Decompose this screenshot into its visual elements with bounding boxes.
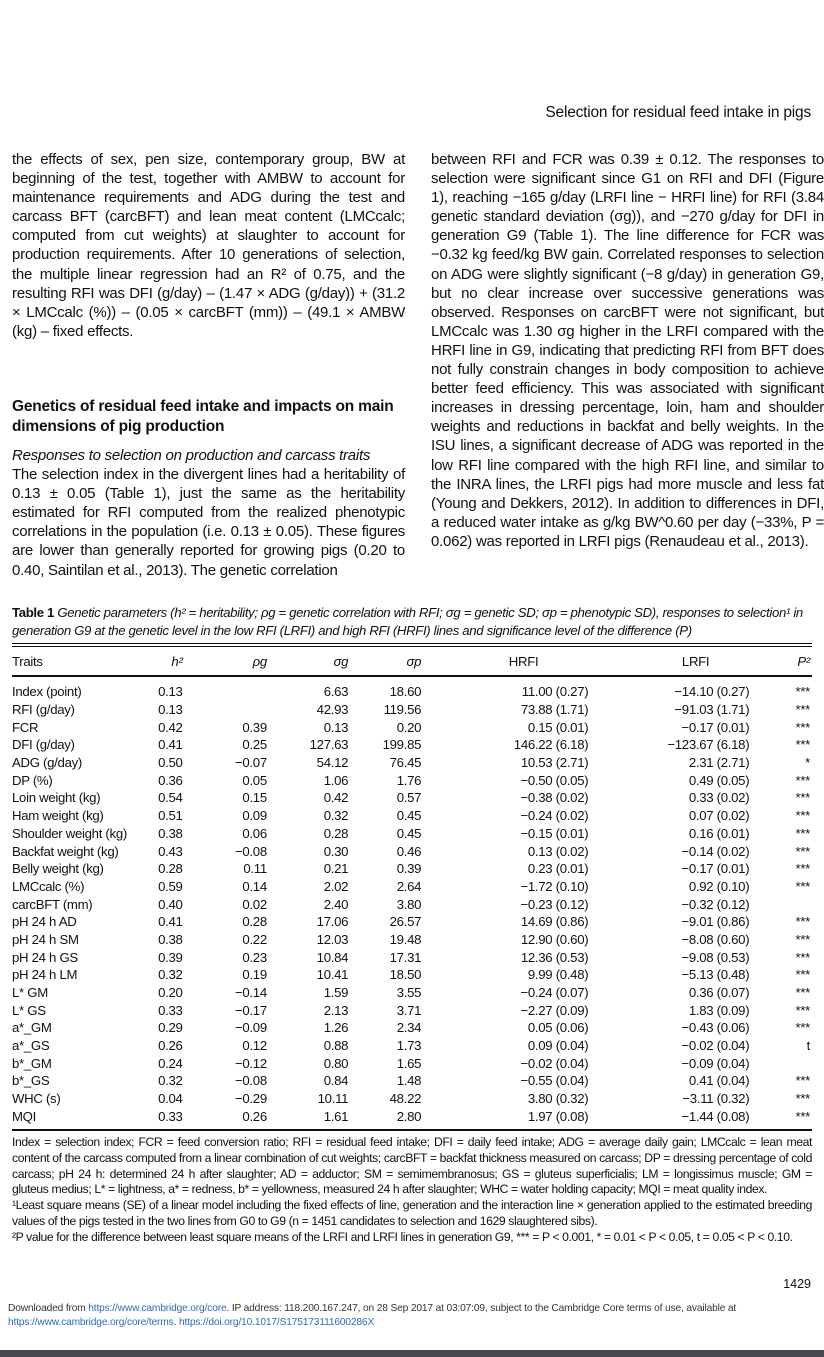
cell-lrfi: 0.07 (0.02)	[688, 808, 750, 824]
header-h2: h²	[171, 653, 183, 669]
cell-p	[749, 895, 812, 913]
header-traits: Traits	[12, 653, 43, 669]
cell-rho-g: 0.23	[242, 949, 267, 965]
table-header-row	[12, 647, 812, 676]
cell-lrfi: −0.17 (0.01)	[681, 719, 750, 735]
cell-hrfi: 0.13 (0.02)	[527, 843, 589, 859]
cell-trait: pH 24 h LM	[12, 967, 78, 983]
cell-hrfi: 11.00 (0.27)	[521, 684, 589, 700]
download-prefix: Downloaded from	[8, 1303, 89, 1314]
cell-p: ***	[795, 843, 810, 859]
cell-trait: DFI (g/day)	[12, 737, 75, 753]
cell-sigma-p: 48.22	[389, 1091, 422, 1107]
cell-lrfi: −0.17 (0.01)	[681, 861, 750, 877]
cell-hrfi: −0.15 (0.01)	[520, 825, 589, 841]
header-hrfi: HRFI	[508, 653, 539, 669]
table-row	[12, 1090, 812, 1108]
cell-lrfi: −0.02 (0.04)	[681, 1038, 750, 1054]
cell-p	[749, 1054, 812, 1072]
cell-rho-g: 0.02	[242, 896, 267, 912]
cell-p: ***	[795, 1002, 810, 1018]
header-lrfi: LRFI	[681, 653, 710, 669]
cell-sigma-p: 1.76	[396, 772, 422, 788]
cell-hrfi: −2.27 (0.09)	[520, 1002, 589, 1018]
table-row	[12, 1054, 812, 1072]
cell-hrfi: −0.23 (0.12)	[520, 896, 589, 912]
table-row	[12, 984, 812, 1002]
section-heading: Genetics of residual feed intake and impacts on main dimensions of pig production	[12, 397, 394, 435]
cell-sigma-p: 1.48	[396, 1073, 422, 1089]
cell-sigma-g: 0.88	[323, 1038, 349, 1054]
cell-trait: L* GM	[12, 985, 48, 1001]
cell-h2: 0.41	[158, 737, 183, 753]
cell-p: ***	[795, 825, 810, 841]
cell-sigma-g: 54.12	[316, 755, 349, 771]
cell-lrfi: −0.09 (0.04)	[681, 1055, 750, 1071]
cell-sigma-p: 0.45	[396, 808, 422, 824]
cell-lrfi: 0.92 (0.10)	[688, 878, 750, 894]
cell-lrfi: −8.08 (0.60)	[681, 931, 750, 947]
cell-p: ***	[795, 772, 810, 788]
cell-rho-g: 0.19	[242, 967, 267, 983]
cell-p: ***	[795, 967, 810, 983]
cell-p: ***	[795, 808, 810, 824]
cell-sigma-p: 3.80	[396, 896, 422, 912]
cell-lrfi: −9.01 (0.86)	[681, 914, 750, 930]
cell-hrfi: −0.50 (0.05)	[520, 772, 589, 788]
table-caption-label: Table 1	[12, 605, 55, 620]
cell-trait: Loin weight (kg)	[12, 790, 101, 806]
cell-sigma-g: 1.06	[323, 772, 349, 788]
cell-h2: 0.40	[158, 896, 183, 912]
cell-h2: 0.38	[158, 825, 183, 841]
table-row	[12, 860, 812, 878]
cell-sigma-g: 12.03	[316, 931, 349, 947]
cell-h2: 0.36	[158, 772, 183, 788]
cell-rho-g: −0.12	[235, 1055, 267, 1071]
header-sigma-p: σp	[406, 653, 422, 669]
cell-p: t	[806, 1038, 810, 1054]
cell-trait: pH 24 h GS	[12, 949, 78, 965]
table-row	[12, 736, 812, 754]
cell-trait: MQI	[12, 1108, 37, 1124]
cell-rho-g: 0.22	[242, 931, 267, 947]
cell-p: ***	[795, 931, 810, 947]
cell-h2: 0.29	[158, 1020, 183, 1036]
cell-sigma-p: 0.46	[396, 843, 422, 859]
download-note	[8, 1302, 808, 1329]
cell-sigma-p: 76.45	[389, 755, 422, 771]
cell-trait: carcBFT (mm)	[12, 896, 93, 912]
table-row	[12, 966, 812, 984]
cell-lrfi: −91.03 (1.71)	[674, 702, 750, 718]
cell-trait: a*_GS	[12, 1038, 50, 1054]
cell-sigma-g: 10.11	[317, 1091, 349, 1107]
cell-lrfi: −123.67 (6.18)	[667, 737, 750, 753]
cell-trait: Backfat weight (kg)	[12, 843, 119, 859]
cell-trait: FCR	[12, 719, 39, 735]
cell-hrfi: −0.55 (0.04)	[520, 1073, 589, 1089]
cell-rho-g: 0.06	[242, 825, 267, 841]
header-p: P²	[797, 653, 810, 669]
table-caption	[12, 604, 818, 640]
cell-sigma-g: 6.63	[323, 684, 349, 700]
cell-sigma-g: 0.80	[323, 1055, 349, 1071]
cell-h2: 0.32	[158, 967, 183, 983]
cell-sigma-p: 2.64	[396, 878, 422, 894]
cell-trait: Index (point)	[12, 684, 82, 700]
cell-h2: 0.41	[158, 914, 183, 930]
right-paragraph-1: between RFI and FCR was 0.39 ± 0.12. The responses to selection were significant since G1 on RFI and DFI (Figure 1), reaching −165 g/day (LRFI line − HRFI line) for RFI (3.84 genetic standard deviation (σg)), and −270 g/day for DFI in generation G9 (Table 1). The line difference for FCR was −0.32 kg feed/kg BW gain. Correlated responses to selection on ADG were slightly significant (−8 g/day) in generation G9, but no clear increase over successive generations was observed. Responses on carcBFT were not significant, but LMCcalc was 1.30 σg higher in the LRFI compared with the HRFI line in G9, indicating that predicting RFI from BFT does not fully constrain changes in body composition to achieve better feed efficiency. This was associated with significant increases in dressing percentage, loin, ham and shoulder weights and reductions in backfat and belly weights. In the ISU lines, a significant decrease of ADG was reported in the low RFI line compared with the high RFI line, and similar to the INRA lines, the LRFI pigs had more muscle and less fat (Young and Dekkers, 2012). In addition to differences in DFI, a reduced water intake as g/kg BW^0.60 per day (−33%, P = 0.062) was reported in LRFI pigs (Renaudeau et al., 2013).	[431, 151, 824, 550]
cell-h2: 0.33	[158, 1002, 183, 1018]
cell-rho-g: 0.15	[242, 790, 267, 806]
header-sigma-g: σg	[333, 653, 349, 669]
cell-h2: 0.13	[158, 702, 183, 718]
cell-sigma-g: 1.59	[323, 985, 349, 1001]
left-paragraph-1: the effects of sex, pen size, contemporary group, BW at beginning of the test, together with AMBW to account for maintenance requirements and ADG during the test and carcass BFT (carcBFT) and lean meat content (LMCcalc; computed from cut weights) at slaughter to account for production requirements. After 10 generations of selection, the multiple linear regression had an R² of 0.75, and the resulting RFI was DFI (g/day) – (1.47 × ADG (g/day)) + (31.2 × LMCcalc (%)) – (0.05 × carcBFT (mm)) – (49.1 × AMBW (kg) – fixed effects.	[12, 151, 405, 340]
running-head: Selection for residual feed intake in pigs	[545, 104, 811, 121]
cell-sigma-g: 0.13	[323, 719, 349, 735]
cell-lrfi: 0.16 (0.01)	[688, 825, 750, 841]
cell-p: *	[805, 755, 810, 771]
cell-sigma-p: 18.60	[389, 684, 422, 700]
cell-lrfi: −14.10 (0.27)	[674, 684, 750, 700]
cell-trait: DP (%)	[12, 772, 53, 788]
cell-p: ***	[795, 949, 810, 965]
cell-trait: a*_GM	[12, 1020, 52, 1036]
cell-rho-g: −0.08	[235, 1073, 267, 1089]
cell-sigma-g: 17.06	[316, 914, 349, 930]
cell-trait: L* GS	[12, 1002, 46, 1018]
left-paragraph-2: The selection index in the divergent lines had a heritability of 0.13 ± 0.05 (Table 1), just the same as the heritability estimated for RFI computed from the realized phenotypic correlations in the population (i.e. 0.13 ± 0.05). These figures are lower than generally reported for growing pigs (0.20 to 0.40, Saintilan et al., 2013). The genetic correlation	[12, 466, 405, 579]
cell-sigma-g: 10.84	[316, 949, 349, 965]
table-row	[12, 789, 812, 807]
cell-hrfi: −0.38 (0.02)	[520, 790, 589, 806]
data-table	[12, 647, 812, 1125]
cell-rho-g: 0.39	[242, 719, 267, 735]
footnote-abbreviations: Index = selection index; FCR = feed conversion ratio; RFI = residual feed intake; DFI = daily feed intake; ADG = average daily gain; LMCcalc = lean meat content of the carcass computed from a linear combination of cut weights; carcBFT = backfat thickness measured on carcass; DP = dressing percentage of cold carcass; pH 24 h: determined 24 h after slaughter; AD = adductor; SM = semimembranosus; GS = gluteus superficialis; LM = longissimus muscle; GM = gluteus medius; L* = lightness, a* = redness, b* = yellowness, measured 24 h after slaughter; WHC = water holding capacity; MQI = meat quality index.	[12, 1135, 812, 1197]
cell-lrfi: −0.32 (0.12)	[681, 896, 750, 912]
table-row	[12, 1072, 812, 1090]
cell-p: ***	[795, 1073, 810, 1089]
cell-rho-g: 0.26	[242, 1108, 267, 1124]
table-row	[12, 931, 812, 949]
cell-rho-g: −0.29	[235, 1091, 267, 1107]
cell-hrfi: −0.24 (0.02)	[520, 808, 589, 824]
cell-h2: 0.59	[158, 878, 183, 894]
cell-h2: 0.33	[158, 1108, 183, 1124]
cell-sigma-g: 0.21	[323, 861, 349, 877]
cell-h2: 0.54	[158, 790, 183, 806]
table-row	[12, 842, 812, 860]
cell-sigma-p: 17.31	[389, 949, 422, 965]
cell-h2: 0.43	[158, 843, 183, 859]
table-row	[12, 701, 812, 719]
cell-sigma-p: 19.48	[389, 931, 422, 947]
cell-p: ***	[795, 737, 810, 753]
cell-rho-g: 0.28	[242, 914, 267, 930]
cell-sigma-g: 0.84	[323, 1073, 349, 1089]
cell-hrfi: 12.36 (0.53)	[520, 949, 589, 965]
cell-lrfi: −9.08 (0.53)	[681, 949, 750, 965]
cell-sigma-p: 3.55	[396, 985, 422, 1001]
cell-trait: pH 24 h AD	[12, 914, 77, 930]
cell-hrfi: 146.22 (6.18)	[513, 737, 589, 753]
cell-rho-g: 0.11	[243, 861, 267, 877]
cell-sigma-p: 1.65	[396, 1055, 422, 1071]
cell-h2: 0.20	[158, 985, 183, 1001]
cell-sigma-g: 0.28	[323, 825, 349, 841]
table-row	[12, 1019, 812, 1037]
cell-hrfi: 0.05 (0.06)	[527, 1020, 589, 1036]
cell-lrfi: 2.31 (2.71)	[688, 755, 750, 771]
cell-h2: 0.28	[158, 861, 183, 877]
cell-trait: WHC (s)	[12, 1091, 61, 1107]
cell-sigma-p: 26.57	[389, 914, 422, 930]
cell-sigma-p: 0.57	[396, 790, 422, 806]
cell-lrfi: −1.44 (0.08)	[681, 1108, 750, 1124]
download-middle: . IP address: 118.200.167.247, on 28 Sep 2017 at 03:07:09, subject to the Cambridge Core terms of use, available at	[226, 1303, 737, 1314]
cell-lrfi: −0.43 (0.06)	[681, 1020, 750, 1036]
link-terms[interactable]: https://www.cambridge.org/core/terms	[8, 1316, 174, 1328]
cell-hrfi: 3.80 (0.32)	[527, 1091, 589, 1107]
viewer-bottom-bar	[0, 1350, 824, 1357]
cell-h2: 0.51	[158, 808, 183, 824]
table-row	[12, 677, 812, 701]
cell-hrfi: 14.69 (0.86)	[520, 914, 589, 930]
table-bottom-rule	[12, 1129, 812, 1131]
cell-hrfi: −0.02 (0.04)	[520, 1055, 589, 1071]
table-row	[12, 948, 812, 966]
table-row	[12, 1037, 812, 1055]
cell-hrfi: −1.72 (0.10)	[520, 878, 589, 894]
cell-rho-g: −0.08	[235, 843, 267, 859]
table-row	[12, 895, 812, 913]
link-doi[interactable]: https://doi.org/10.1017/S175173111600286X	[178, 1316, 375, 1328]
cell-hrfi: 9.99 (0.48)	[527, 967, 589, 983]
table-row	[12, 913, 812, 931]
table-footnotes	[12, 1135, 812, 1246]
cell-hrfi: 0.15 (0.01)	[527, 719, 589, 735]
cell-sigma-p: 199.85	[382, 737, 422, 753]
cell-hrfi: 12.90 (0.60)	[520, 931, 589, 947]
cell-p: ***	[795, 719, 810, 735]
cell-trait: ADG (g/day)	[12, 755, 82, 771]
cell-rho-g: 0.14	[242, 878, 267, 894]
cell-p: ***	[795, 914, 810, 930]
cell-sigma-g: 2.40	[323, 896, 349, 912]
table-row	[12, 754, 812, 772]
cell-trait: Shoulder weight (kg)	[12, 825, 127, 841]
cell-rho-g: 0.05	[242, 772, 267, 788]
cell-sigma-p: 0.20	[396, 719, 422, 735]
cell-sigma-g: 0.32	[323, 808, 349, 824]
cell-rho-g: 0.09	[242, 808, 267, 824]
cell-sigma-p: 3.71	[396, 1002, 422, 1018]
cell-p: ***	[795, 878, 810, 894]
cell-rho-g	[183, 701, 267, 719]
cell-sigma-p: 1.73	[396, 1038, 422, 1054]
cell-sigma-g: 2.13	[323, 1002, 349, 1018]
cell-p: ***	[795, 684, 810, 700]
table-row	[12, 1001, 812, 1019]
cell-h2: 0.13	[158, 684, 183, 700]
cell-sigma-g: 0.42	[323, 790, 349, 806]
cell-p: ***	[795, 790, 810, 806]
table-body	[12, 677, 812, 1125]
cell-p: ***	[795, 861, 810, 877]
table-row	[12, 771, 812, 789]
cell-lrfi: −0.14 (0.02)	[681, 843, 750, 859]
cell-h2: 0.24	[158, 1055, 183, 1071]
cell-lrfi: 0.49 (0.05)	[688, 772, 750, 788]
cell-hrfi: 10.53 (2.71)	[520, 755, 589, 771]
cell-h2: 0.42	[158, 719, 183, 735]
cell-p: ***	[795, 1091, 810, 1107]
cell-h2: 0.50	[158, 755, 183, 771]
cell-lrfi: −5.13 (0.48)	[681, 967, 750, 983]
cell-lrfi: 0.41 (0.04)	[688, 1073, 750, 1089]
left-column	[12, 150, 405, 580]
cell-rho-g	[183, 677, 267, 701]
cell-sigma-g: 0.30	[323, 843, 349, 859]
cell-p: ***	[795, 985, 810, 1001]
download-sep: .	[173, 1316, 179, 1328]
cell-lrfi: 0.33 (0.02)	[688, 790, 750, 806]
table-row	[12, 825, 812, 843]
cell-trait: LMCcalc (%)	[12, 878, 85, 894]
cell-h2: 0.26	[158, 1038, 183, 1054]
cell-rho-g: 0.12	[242, 1038, 267, 1054]
cell-rho-g: 0.25	[242, 737, 267, 753]
table-row	[12, 718, 812, 736]
cell-sigma-p: 0.39	[396, 861, 422, 877]
cell-lrfi: 0.36 (0.07)	[688, 985, 750, 1001]
cell-trait: Ham weight (kg)	[12, 808, 104, 824]
cell-sigma-g: 1.61	[323, 1108, 349, 1124]
link-cambridge-core[interactable]: https://www.cambridge.org/core	[88, 1303, 227, 1314]
cell-lrfi: 1.83 (0.09)	[688, 1002, 750, 1018]
cell-rho-g: −0.07	[235, 755, 267, 771]
footnote-2: ²P value for the difference between least square means of the LRFI and LRFI lines in generation G9, *** = P < 0.001, * = 0.01 < P < 0.05, t = 0.05 < P < 0.10.	[12, 1229, 793, 1244]
cell-hrfi: 0.23 (0.01)	[527, 861, 589, 877]
header-rho-g: ρg	[252, 653, 267, 669]
cell-sigma-g: 127.63	[309, 737, 349, 753]
cell-p: ***	[795, 1020, 810, 1036]
cell-sigma-g: 2.02	[323, 878, 349, 894]
cell-sigma-g: 1.26	[323, 1020, 349, 1036]
footnote-1: ¹Least square means (SE) of a linear model including the fixed effects of line, generation and the interaction line × generation applied to the estimated breeding values of the pigs tested in the two lines from G0 to G9 (n = 1451 candidates to selection and 1629 slaughtered sibs).	[12, 1198, 812, 1228]
table-1	[12, 643, 812, 1131]
cell-hrfi: 73.88 (1.71)	[520, 702, 589, 718]
table-row	[12, 807, 812, 825]
cell-sigma-p: 119.56	[383, 702, 422, 718]
cell-h2: 0.04	[158, 1091, 183, 1107]
table-row	[12, 1108, 812, 1126]
cell-lrfi: −3.11 (0.32)	[682, 1091, 750, 1107]
cell-trait: RFI (g/day)	[12, 702, 75, 718]
table-caption-text: Genetic parameters (h² = heritability; ρg = genetic correlation with RFI; σg = genetic SD; σp = phenotypic SD), responses to selection¹ in generation G9 at the genetic level in the low RFI (LRFI) and high RFI (HRFI) lines and significance level of the difference (P)	[12, 605, 803, 638]
right-column	[431, 150, 824, 551]
cell-rho-g: −0.09	[235, 1020, 267, 1036]
cell-trait: b*_GS	[12, 1073, 50, 1089]
subsection-heading: Responses to selection on production and carcass traits	[12, 446, 371, 464]
cell-hrfi: 0.09 (0.04)	[527, 1038, 589, 1054]
cell-sigma-g: 10.41	[316, 967, 349, 983]
cell-sigma-p: 2.80	[396, 1108, 422, 1124]
cell-p: ***	[795, 702, 810, 718]
table-row	[12, 878, 812, 896]
cell-hrfi: −0.24 (0.07)	[520, 985, 589, 1001]
cell-trait: b*_GM	[12, 1055, 52, 1071]
cell-sigma-p: 0.45	[396, 825, 422, 841]
page-number: 1429	[783, 1277, 811, 1291]
cell-trait: pH 24 h SM	[12, 931, 79, 947]
cell-h2: 0.39	[158, 949, 183, 965]
cell-rho-g: −0.17	[235, 1002, 267, 1018]
cell-sigma-p: 18.50	[389, 967, 422, 983]
cell-h2: 0.32	[158, 1073, 183, 1089]
cell-sigma-p: 2.34	[396, 1020, 422, 1036]
cell-trait: Belly weight (kg)	[12, 861, 104, 877]
cell-sigma-g: 42.93	[316, 702, 349, 718]
cell-p: ***	[795, 1108, 810, 1124]
cell-rho-g: −0.14	[235, 985, 267, 1001]
cell-h2: 0.38	[158, 931, 183, 947]
cell-hrfi: 1.97 (0.08)	[527, 1108, 589, 1124]
